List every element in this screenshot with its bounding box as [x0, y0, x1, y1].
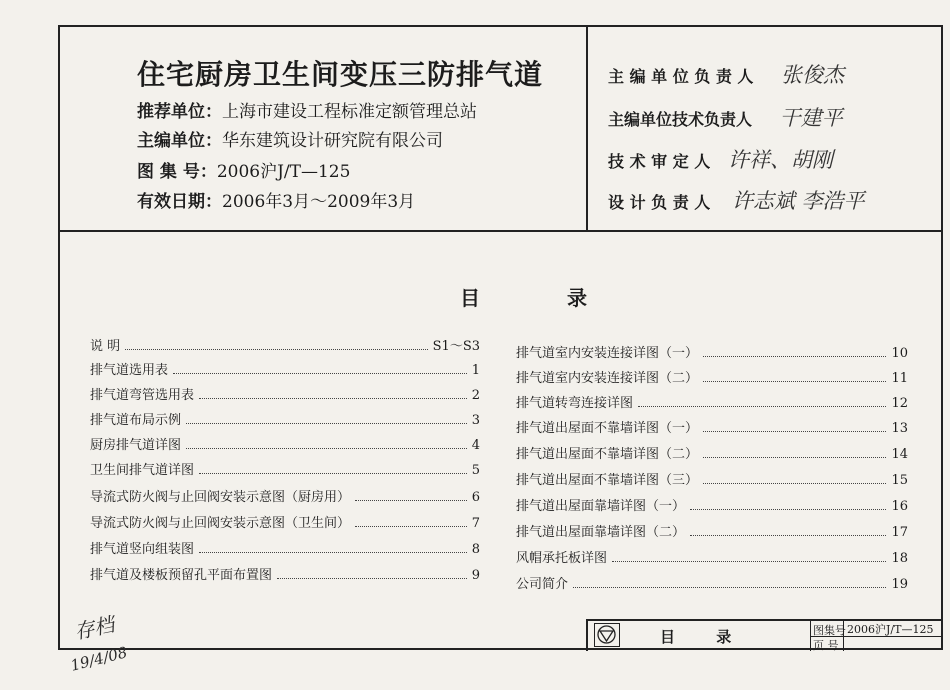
- signature-row-design: [608, 185, 865, 215]
- atlas-number: [137, 157, 350, 182]
- page-no-label: 页 号: [813, 639, 839, 652]
- leader-dots: [199, 552, 467, 553]
- atlas-label: 图 集 号：: [137, 162, 217, 182]
- recommend-value: 上海市建设工程标准定额管理总站: [222, 102, 477, 122]
- atlas-title: 住宅厨房卫生间变压三防排气道: [137, 58, 544, 91]
- handwritten-date: 19/4/08: [68, 643, 130, 675]
- leader-dots: [355, 500, 467, 501]
- signature-role: 主编单位技术负责人: [608, 110, 753, 129]
- toc-item[interactable]: 风帽承托板详图 18: [516, 551, 908, 566]
- editor-unit: [137, 126, 443, 151]
- drawing-frame: [58, 25, 943, 650]
- leader-dots: [638, 406, 886, 407]
- editor-label: 主编单位：: [137, 131, 222, 151]
- toc-item[interactable]: 导流式防火阀与止回阀安装示意图（卫生间） 7: [90, 516, 480, 531]
- toc-item[interactable]: 排气道出屋面不靠墙详图（二） 14: [516, 447, 908, 462]
- leader-dots: [703, 356, 886, 357]
- leader-dots: [199, 473, 467, 474]
- signature-name: 干建平: [779, 106, 843, 130]
- toc-item[interactable]: 排气道出屋面不靠墙详图（一） 13: [516, 421, 908, 436]
- signature-role: 设 计 负 责 人: [608, 193, 711, 212]
- toc-item[interactable]: 厨房排气道详图 4: [90, 438, 480, 453]
- toc-item[interactable]: 排气道转弯连接详图 12: [516, 396, 908, 411]
- toc-item[interactable]: 公司简介 19: [516, 577, 908, 592]
- leader-dots: [186, 423, 467, 424]
- toc-item[interactable]: 排气道出屋面靠墙详图（二） 17: [516, 525, 908, 540]
- toc-item[interactable]: 排气道选用表 1: [90, 363, 480, 378]
- toc-item[interactable]: 排气道出屋面不靠墙详图（三） 15: [516, 473, 908, 488]
- signature-role: 技 术 审 定 人: [608, 152, 711, 171]
- header-info: [60, 27, 588, 230]
- inverted-triangle-icon: [594, 623, 620, 647]
- leader-dots: [277, 578, 467, 579]
- toc-item[interactable]: 导流式防火阀与止回阀安装示意图（厨房用） 6: [90, 490, 480, 505]
- signature-name: 许志斌 李浩平: [731, 189, 865, 213]
- toc-item[interactable]: 排气道弯管选用表 2: [90, 388, 480, 403]
- atlas-value: 2006沪J/T—125: [216, 162, 351, 182]
- leader-dots: [173, 373, 467, 374]
- header-row: [60, 27, 941, 232]
- editor-value: 华东建筑设计研究院有限公司: [222, 131, 443, 151]
- valid-value: 2006年3月～2009年3月: [222, 192, 416, 212]
- leader-dots: [703, 431, 886, 432]
- signature-row-review: [608, 144, 833, 174]
- leader-dots: [703, 381, 886, 382]
- title-block: [586, 619, 943, 651]
- signature-role: 主 编 单 位 负 责 人: [608, 67, 754, 86]
- valid-label: 有效日期：: [137, 192, 222, 212]
- leader-dots: [125, 349, 428, 350]
- toc-heading: 目 录: [460, 286, 627, 310]
- leader-dots: [355, 526, 467, 527]
- leader-dots: [199, 398, 467, 399]
- valid-date: [137, 187, 415, 212]
- toc-item[interactable]: 排气道竖向组装图 8: [90, 542, 480, 557]
- signature-row-technical: [608, 102, 843, 132]
- atlas-no-value: 2006沪J/T—125: [847, 623, 934, 636]
- leader-dots: [690, 535, 886, 536]
- toc-item[interactable]: 排气道室内安装连接详图（一） 10: [516, 346, 908, 361]
- leader-dots: [703, 483, 886, 484]
- leader-dots: [703, 457, 886, 458]
- leader-dots: [186, 448, 467, 449]
- signature-row-chief-unit: [608, 59, 844, 89]
- toc-item[interactable]: 排气道及楼板预留孔平面布置图 9: [90, 568, 480, 583]
- toc-item[interactable]: 说 明 S1～S3: [90, 339, 480, 354]
- signature-name: 张俊杰: [781, 63, 845, 87]
- handwritten-note: 存档: [72, 612, 117, 644]
- recommend-unit: [137, 97, 477, 122]
- title-block-title: 目 录: [660, 628, 750, 646]
- toc-item[interactable]: 排气道出屋面靠墙详图（一） 16: [516, 499, 908, 514]
- signature-name: 许祥、胡刚: [727, 148, 833, 172]
- leader-dots: [690, 509, 886, 510]
- toc-item[interactable]: 排气道室内安装连接详图（二） 11: [516, 371, 908, 386]
- toc-item[interactable]: 排气道布局示例 3: [90, 413, 480, 428]
- toc-item[interactable]: 卫生间排气道详图 5: [90, 463, 480, 478]
- leader-dots: [573, 587, 886, 588]
- leader-dots: [612, 561, 886, 562]
- recommend-label: 推荐单位：: [137, 102, 222, 122]
- atlas-no-label: 图集号: [813, 624, 846, 637]
